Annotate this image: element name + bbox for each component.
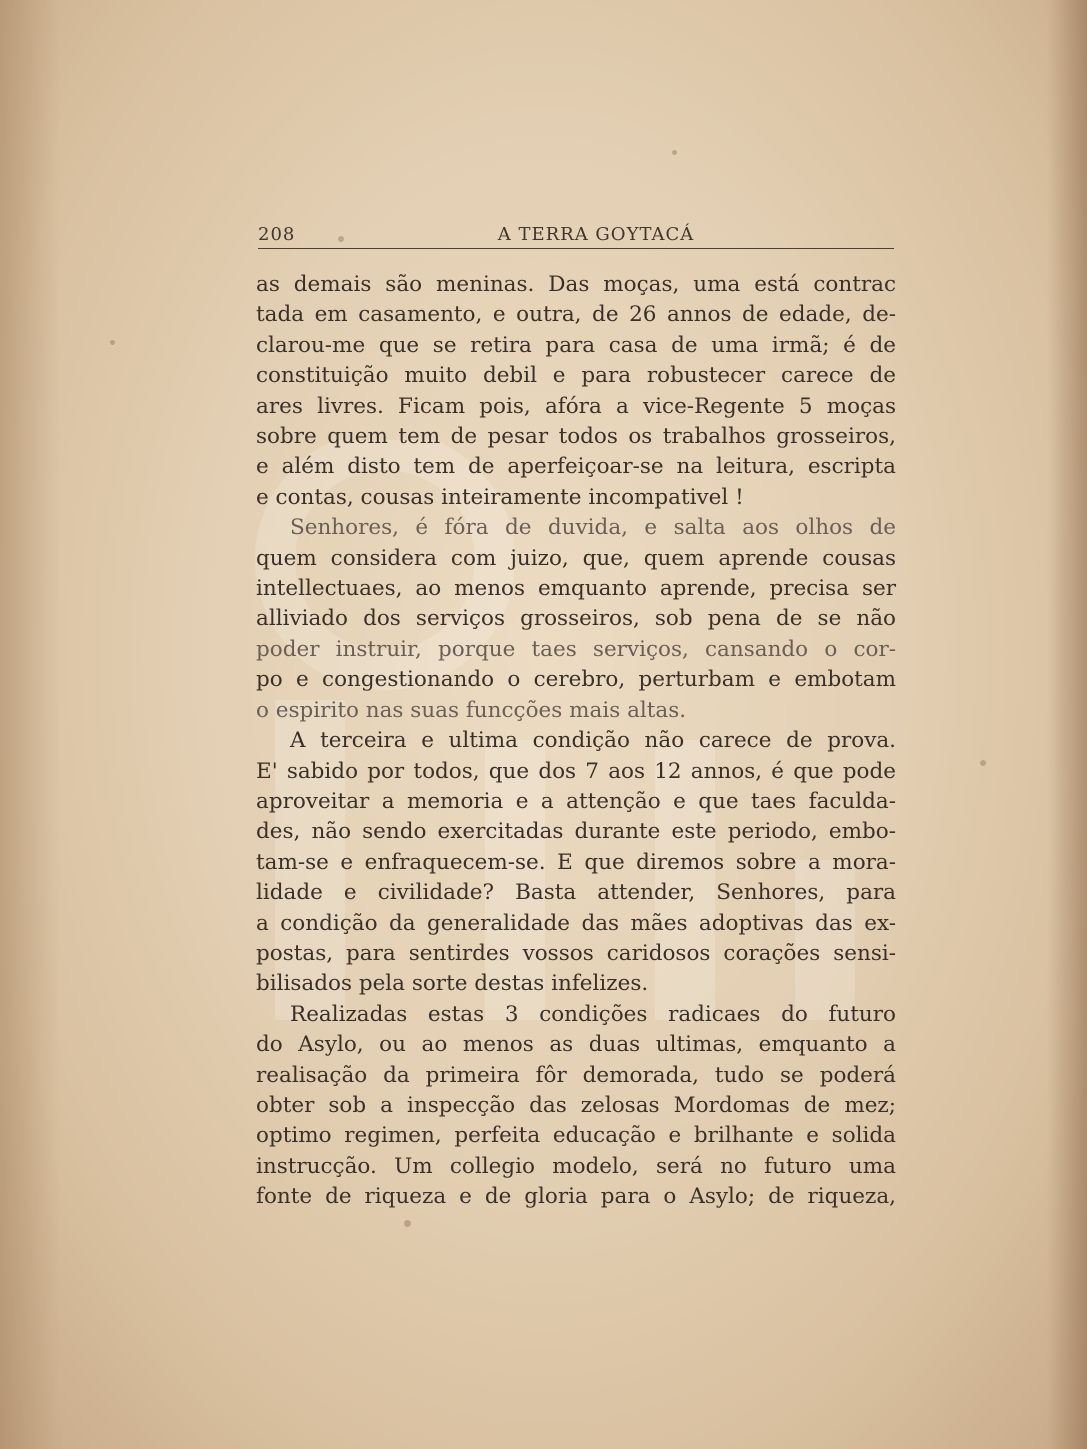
text-line: bilisados pela sorte destas infelizes. (256, 971, 649, 997)
text-line: postas, para sentirdes vossos caridosos corações sensi- (256, 940, 896, 966)
text-line: optimo regimen, perfeita educação e brilhante e solida (256, 1123, 896, 1149)
text-line: intellectuaes, ao menos emquanto aprende, precisa ser (256, 576, 896, 602)
paper-foxing-spot (980, 760, 986, 766)
paper-foxing-spot (404, 1220, 411, 1227)
text-line: instrucção. Um collegio modelo, será no futuro uma (256, 1153, 896, 1179)
paper-foxing-spot (110, 340, 115, 345)
text-line: lidade e civilidade? Basta attender, Senhores, para (256, 880, 896, 906)
running-header (258, 222, 894, 249)
running-title: A TERRA GOYTACÁ (497, 224, 695, 245)
paper-foxing-spot (672, 150, 677, 155)
text-line: alliviado dos serviços grosseiros, sob pena de se não (256, 606, 896, 632)
text-line: quem considera com juizo, que, quem aprende cousas (256, 545, 896, 571)
text-line: ares livres. Ficam pois, afóra a vice-Regente 5 moças (256, 393, 896, 419)
text-line: constituição muito debil e para robustecer carece de (256, 363, 896, 389)
text-line: clarou-me que se retira para casa de uma irmã; é de (256, 332, 896, 358)
text-line: do Asylo, ou ao menos as duas ultimas, emquanto a (256, 1032, 896, 1058)
text-line: obter sob a inspecção das zelosas Mordomas de mez; (256, 1092, 896, 1118)
text-line: sobre quem tem de pesar todos os trabalhos grosseiros, (256, 424, 896, 450)
text-line: poder instruir, porque taes serviços, cansando o cor- (256, 636, 896, 662)
page-edge-shadow-left (0, 0, 60, 1449)
page-number: 208 (258, 224, 296, 245)
text-line: fonte de riqueza e de gloria para o Asylo; de riqueza, (256, 1184, 896, 1210)
text-line: a condição da generalidade das mães adoptivas das ex- (256, 910, 896, 936)
text-line: e contas, cousas inteiramente incompativel ! (256, 484, 744, 510)
text-line: des, não sendo exercitadas durante este periodo, embo- (256, 819, 896, 845)
text-line: aproveitar a memoria e a attenção e que taes faculda- (256, 788, 896, 814)
text-line: e além disto tem de aperfeiçoar-se na leitura, escripta (256, 454, 896, 480)
page-edge-shadow-right (1047, 0, 1087, 1449)
text-line: po e congestionando o cerebro, perturbam e embotam (256, 667, 896, 693)
text-line: E' sabido por todos, que dos 7 aos 12 annos, é que pode (256, 758, 896, 784)
text-line: Realizadas estas 3 condições radicaes do futuro (290, 1001, 896, 1027)
text-line: A terceira e ultima condição não carece de prova. (290, 728, 896, 754)
text-line: Senhores, é fóra de duvida, e salta aos olhos de (290, 515, 896, 541)
text-line: tada em casamento, e outra, de 26 annos de edade, de- (256, 302, 896, 328)
text-line: tam-se e enfraquecem-se. E que diremos sobre a mora- (256, 849, 896, 875)
text-line: o espirito nas suas funcções mais altas. (256, 697, 687, 723)
text-line: as demais são meninas. Das moças, uma está contrac (256, 272, 896, 297)
body-text (256, 270, 896, 1213)
text-line: realisação da primeira fôr demorada, tudo se poderá (256, 1062, 896, 1088)
